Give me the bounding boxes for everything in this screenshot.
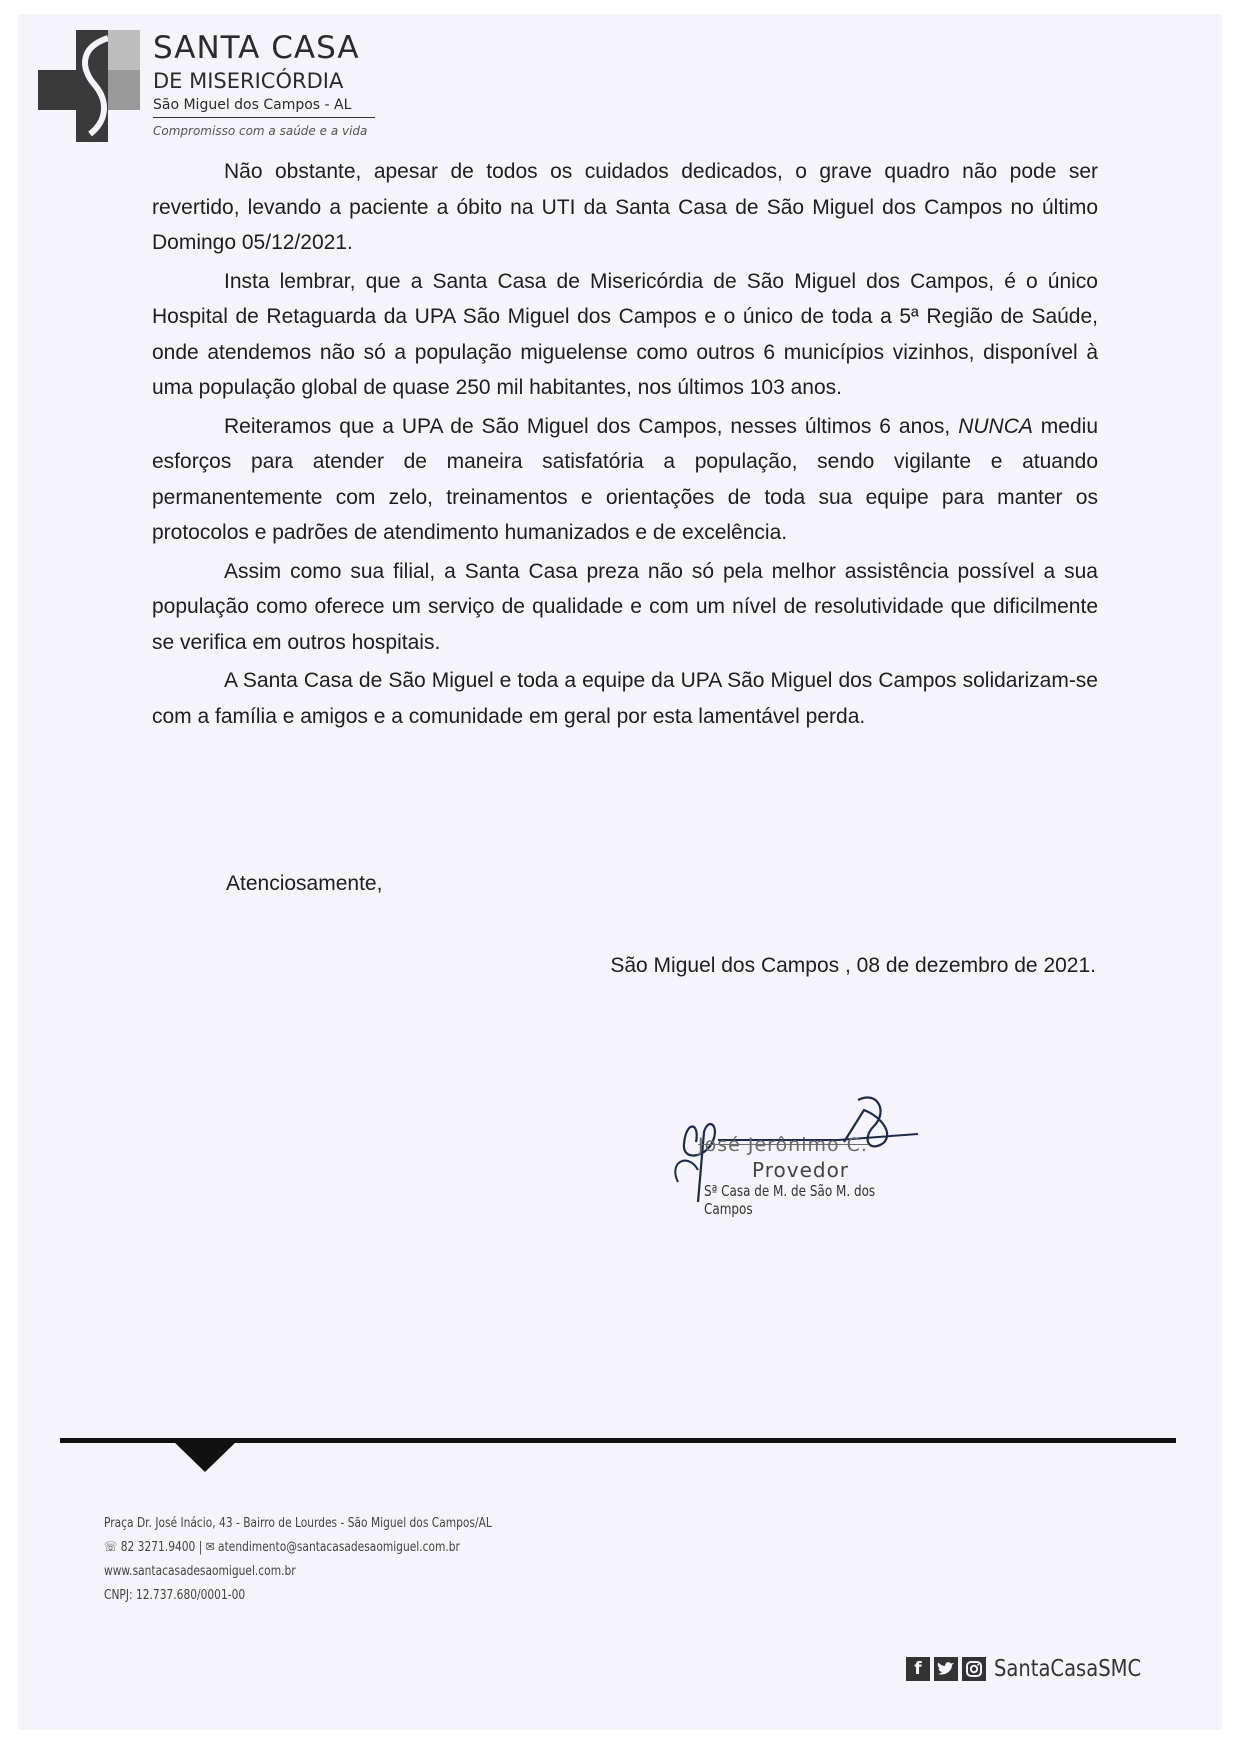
paragraph-1: Não obstante, apesar de todos os cuidados dedicados, o grave quadro não pode ser revertido, levando a paciente a óbito na UTI da Santa Casa de São Miguel dos Campos no último Domingo 05/12/2021. <box>152 160 1098 254</box>
separator: | <box>198 1540 206 1555</box>
brand-subtitle: DE MISERICÓRDIA <box>153 69 344 93</box>
footer-contact <box>104 1512 492 1608</box>
brand-tagline: Compromisso com a saúde e a vida <box>153 124 368 138</box>
signer-role: Provedor <box>752 1158 850 1182</box>
phone-icon: ☏ <box>104 1540 118 1555</box>
signer-name: José Jerônimo C. <box>698 1134 868 1156</box>
footer-website: www.santacasadesaomiguel.com.br <box>104 1564 296 1579</box>
footer-email: atendimento@santacasadesaomiguel.com.br <box>218 1540 460 1555</box>
brand-block <box>153 30 493 139</box>
brand-city: São Miguel dos Campos - AL <box>153 96 375 118</box>
paragraph-4: Assim como sua filial, a Santa Casa preza não só pela melhor assistência possível a sua população como oferece um serviço de qualidade e com um nível de resolutividade que dificilmente se verifica em outros hospitais. <box>152 559 1098 654</box>
paragraph-3-text-b: mediu esforços para atender de maneira satisfatória a população, sendo vigilante e atuando permanentemente com zelo, treinamentos e orientações de toda sua equipe para manter os protocolos e padrões de atendimento humanizados e de excelência. <box>152 414 1098 544</box>
footer-divider <box>60 1438 1176 1474</box>
santa-casa-logo <box>38 30 148 142</box>
letter-body <box>152 154 1098 737</box>
paragraph-3-text-a: Reiteramos que a UPA de São Miguel dos Campos, nesses últimos 6 anos, <box>224 414 959 438</box>
email-icon: ✉ <box>205 1540 215 1555</box>
paragraph-2: Insta lembrar, que a Santa Casa de Misericórdia de São Miguel dos Campos, é o único Hospital de Retaguarda da UPA São Miguel dos Campos e o único de toda a 5ª Região de Saúde, onde atendemos não só a população miguelense como outros 6 municípios vizinhos, disponível à uma população global de quase 250 mil habitantes, nos últimos 103 anos. <box>152 269 1098 399</box>
closing-salutation: Atenciosamente, <box>226 872 383 895</box>
social-links <box>906 1656 1167 1682</box>
signer-institution: Sª Casa de M. de São M. dos Campos <box>704 1182 876 1218</box>
twitter-icon <box>934 1657 958 1681</box>
paragraph-3-emphasis: NUNCA <box>958 414 1033 438</box>
brand-title: SANTA CASA <box>153 30 360 66</box>
footer-cnpj: CNPJ: 12.737.680/0001-00 <box>104 1588 246 1603</box>
footer-phone-email <box>104 1536 492 1560</box>
place-date: São Miguel dos Campos , 08 de dezembro de 2021. <box>610 954 1096 977</box>
social-handle: SantaCasaSMC <box>994 1656 1142 1682</box>
footer-address: Praça Dr. José Inácio, 43 - Bairro de Lourdes - São Miguel dos Campos/AL <box>104 1516 492 1531</box>
letter-page <box>18 14 1222 1730</box>
footer-phone: 82 3271.9400 <box>120 1540 196 1555</box>
instagram-icon <box>962 1657 986 1681</box>
signature-block <box>638 1082 958 1218</box>
paragraph-3 <box>152 409 1098 551</box>
paragraph-5: A Santa Casa de São Miguel e toda a equipe da UPA São Miguel dos Campos solidarizam-se com a família e amigos e a comunidade em geral por esta lamentável perda. <box>152 669 1098 728</box>
facebook-icon: f <box>906 1657 930 1681</box>
